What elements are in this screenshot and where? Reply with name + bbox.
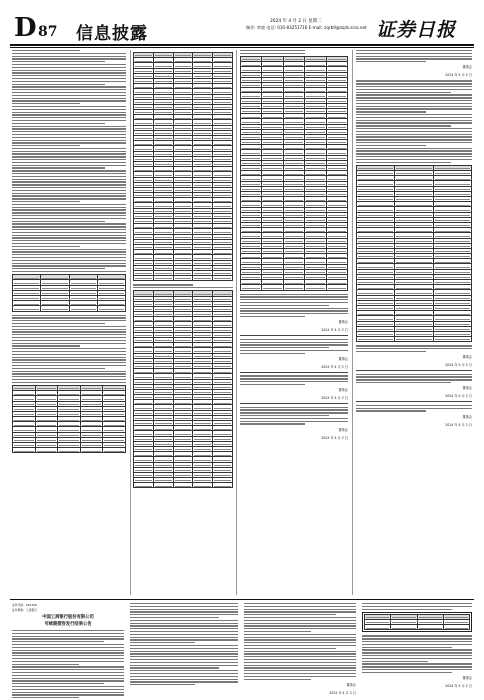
text-block (12, 50, 126, 272)
header-rule (10, 44, 474, 46)
page-header (10, 14, 476, 44)
bottom-notice-2 (130, 603, 238, 687)
notice-separator (356, 370, 472, 371)
signature-board: 董事会 (338, 356, 348, 361)
newspaper-masthead: 证券日报 (375, 19, 456, 41)
signature-date: 2024 年 4 月 2 日 (329, 690, 356, 695)
signature-board: 董事会 (338, 427, 348, 432)
column-1 (12, 50, 126, 456)
column-4 (356, 50, 472, 430)
text-block (240, 375, 348, 385)
signature-date: 2024 年 4 月 2 日 (445, 684, 472, 689)
security-code: 证券代码：601398 (12, 603, 37, 607)
text-block (356, 345, 472, 352)
text-block (12, 315, 126, 383)
text-block (12, 630, 124, 698)
notice-title: 可续期债券发行结果公告 (44, 622, 92, 627)
signature-board: 董事会 (338, 320, 348, 325)
bottom-notice-icbc (12, 603, 124, 700)
signature-date: 2024 年 4 月 2 日 (321, 396, 348, 401)
bottom-notice-3 (244, 603, 356, 698)
text-block (356, 374, 472, 384)
signature-date: 2024 年 4 月 2 日 (445, 394, 472, 399)
data-table (12, 274, 126, 311)
text-block (356, 80, 472, 162)
signature-date: 2024 年 4 月 2 日 (445, 73, 472, 78)
security-name: 证券简称：工商银行 (12, 608, 38, 612)
company-name: 中国工商银行股份有限公司 (42, 615, 94, 620)
notice-separator (240, 372, 348, 373)
text-block (362, 603, 472, 610)
section-title: 信息披露 (76, 24, 148, 44)
signature-board: 董事会 (462, 414, 472, 419)
page-letter: D (14, 13, 37, 43)
contact-info: 制作: 李波 电话: 010-83251716 E-mail: zqrb9@zqrb.sina.net (246, 25, 367, 30)
text-block (240, 407, 348, 425)
page-number: 87 (38, 24, 58, 40)
column-divider (130, 50, 131, 595)
signature-board: 董事会 (462, 676, 472, 681)
notice-separator (240, 403, 348, 404)
signature-board: 董事会 (338, 388, 348, 393)
info-table (356, 165, 472, 342)
financial-table (133, 290, 233, 488)
text-block (244, 603, 356, 680)
text-block (240, 339, 348, 354)
text-block (356, 405, 472, 412)
data-table (364, 614, 470, 631)
notice-separator (240, 335, 348, 336)
text-block (240, 294, 348, 318)
text-block (130, 603, 238, 685)
text-block (362, 635, 472, 673)
bottom-notice-4 (362, 603, 472, 691)
signature-board: 董事会 (346, 682, 356, 687)
column-2 (133, 50, 233, 491)
column-3 (240, 50, 348, 443)
signature-board: 董事会 (462, 355, 472, 360)
signature-date: 2024 年 4 月 2 日 (321, 364, 348, 369)
text-block (240, 50, 348, 54)
financial-table (133, 52, 233, 281)
signature-date: 2024 年 4 月 2 日 (321, 328, 348, 333)
signature-date: 2024 年 4 月 2 日 (321, 435, 348, 440)
column-divider (236, 50, 237, 595)
bottom-separator (10, 599, 474, 600)
boxed-table (362, 612, 472, 633)
text-block (356, 50, 472, 62)
financial-table (240, 56, 348, 290)
signature-date: 2024 年 4 月 2 日 (445, 363, 472, 368)
signature-date: 2024 年 4 月 2 日 (445, 422, 472, 427)
text-block (133, 284, 233, 288)
header-rule-thin (10, 47, 474, 48)
column-divider (352, 50, 353, 595)
signature-board: 董事会 (462, 65, 472, 70)
issue-date: 2024 年 4 月 2 日 星期二 (270, 19, 322, 24)
notice-separator (356, 401, 472, 402)
data-table (12, 385, 126, 453)
signature-board: 董事会 (462, 386, 472, 391)
